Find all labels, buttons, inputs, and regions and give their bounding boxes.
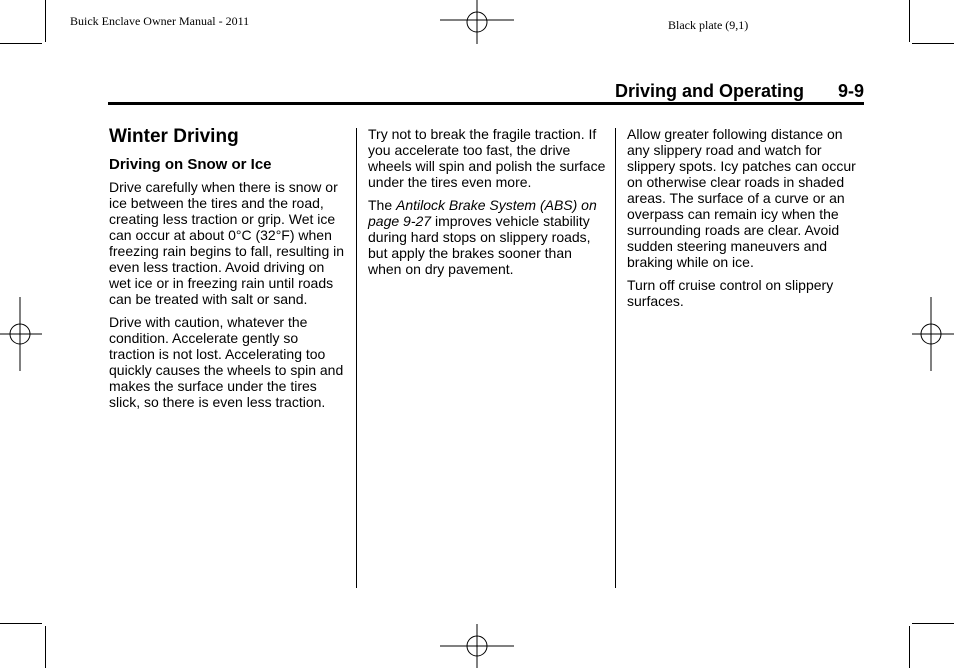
print-meta-right: Black plate (9,1) (668, 18, 749, 32)
column-divider-2 (615, 128, 616, 588)
column-3 (627, 126, 867, 316)
column-2 (368, 126, 608, 284)
print-meta-left: Buick Enclave Owner Manual - 2011 (70, 14, 250, 28)
cross-reference-link[interactable]: Antilock Brake System (ABS) on page 9-27 (368, 197, 597, 229)
section-title: Driving and Operating (614, 81, 804, 101)
text-span: The (368, 197, 397, 213)
paragraph: Allow greater following distance on any slippery road and watch for slippery spots. Icy patches can occur on otherwise clear roads in shaded areas. The surface of a curve or an overpass can remain icy when the surrounding roads are clear. Avoid sudden steering maneuvers and braking while on ice. (627, 126, 856, 270)
header-rule (108, 102, 864, 105)
registration-mark-bottom (440, 624, 514, 668)
subheading: Driving on Snow or Ice (109, 156, 272, 173)
page-number: 9-9 (837, 81, 864, 101)
registration-mark-right (912, 297, 954, 371)
paragraph: Drive carefully when there is snow or ice between the tires and the road, creating less traction or grip. Wet ice can occur at about 0°C (32°F) when freezing rain begins to fall, resulting in even less traction. Avoid driving on wet ice or in freezing rain until roads can be treated with salt or sand. (109, 179, 345, 307)
paragraph: Turn off cruise control on slippery surfaces. (627, 277, 834, 309)
paragraph: Drive with caution, whatever the condition. Accelerate gently so traction is not lost. Accelerating too quickly causes the wheels to spin and makes the surface under the tires slick, so there is even less traction. (109, 314, 344, 410)
running-header (108, 80, 864, 102)
registration-mark-left (0, 297, 42, 371)
paragraph (368, 197, 608, 277)
column-1 (109, 126, 345, 417)
column-divider-1 (356, 128, 357, 588)
text-span: improves vehicle stability during hard stops on slippery roads, but apply the brakes sooner than when on dry pavement. (368, 213, 591, 277)
page-title: Winter Driving (109, 126, 239, 147)
paragraph: Try not to break the fragile traction. If you accelerate too fast, the drive wheels will spin and polish the surface under the tires even more. (368, 126, 606, 190)
registration-mark-top (440, 0, 514, 46)
